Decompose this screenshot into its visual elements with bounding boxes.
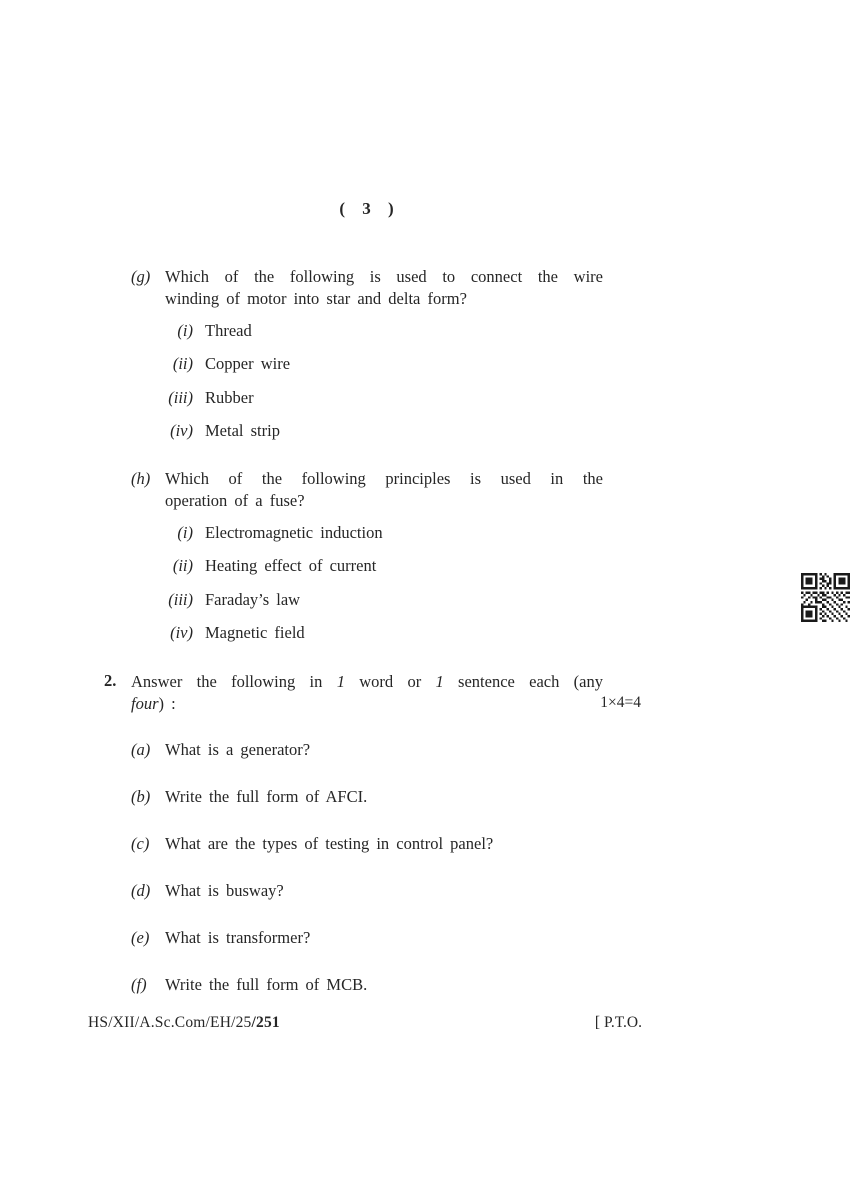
option-row-g-iv (131, 421, 280, 441)
question-2-italic-one: 1 (435, 672, 444, 691)
option-number: (ii) (172, 354, 193, 373)
subquestion-text: What is busway? (165, 881, 284, 900)
option-number: (iv) (170, 421, 193, 440)
subquestion-text: What are the types of testing in control panel? (165, 834, 494, 853)
question-h-text (165, 468, 603, 511)
paper-code (88, 1014, 280, 1032)
option-row-h-iv (131, 623, 305, 643)
subquestion-text: Write the full form of MCB. (165, 975, 368, 994)
qr-code-icon (801, 573, 850, 622)
subquestion-text: Write the full form of AFCI. (165, 787, 368, 806)
subquestion-label: (d) (131, 881, 151, 900)
option-number: (i) (177, 321, 193, 340)
subquestion-f (131, 975, 367, 995)
page-number: ( 3 ) (339, 199, 397, 218)
option-number: (ii) (172, 556, 193, 575)
option-row-h-ii (131, 556, 376, 576)
subquestion-a (131, 740, 310, 760)
subquestion-text: What is a generator? (165, 740, 311, 759)
paper-code-text: HS/XII/A.Sc.Com/EH/25 (88, 1014, 252, 1031)
option-row-g-i (131, 321, 252, 341)
paper-code-number: /251 (251, 1014, 280, 1031)
question-2-text-part: word or (344, 672, 436, 691)
pto-note: [ P.T.O. (594, 1014, 642, 1031)
question-2-text-part: ) : (158, 693, 176, 713)
subquestion-label: (f) (131, 975, 147, 994)
option-text: Metal strip (205, 421, 280, 440)
option-text: Electromagnetic induction (205, 523, 383, 542)
option-row-h-iii (131, 590, 300, 610)
subquestion-c (131, 834, 493, 854)
option-text: Heating effect of current (205, 556, 377, 575)
question-h-line2: operation of a fuse? (165, 490, 305, 510)
option-text: Copper wire (205, 354, 291, 373)
subquestion-text: What is transformer? (165, 928, 311, 947)
option-row-h-i (131, 523, 383, 543)
option-row-g-ii (131, 354, 290, 374)
option-text: Thread (205, 321, 252, 340)
question-g-text (165, 266, 603, 309)
subquestion-label: (b) (131, 787, 151, 806)
subquestion-d (131, 881, 284, 901)
question-h-line1: Which of the following principles is used in the (165, 469, 603, 488)
option-text: Faraday’s law (205, 590, 301, 609)
option-text: Magnetic field (205, 623, 305, 642)
question-g-line1: Which of the following is used to connect the wire (165, 267, 603, 286)
question-2-text-part: Answer the following in (131, 672, 337, 691)
question-2-text-part: sentence each (any (443, 672, 603, 691)
option-row-g-iii (131, 388, 254, 408)
option-number: (iv) (170, 623, 193, 642)
question-2-text (131, 671, 603, 714)
option-text: Rubber (205, 388, 254, 407)
question-2-italic-four: four (131, 693, 159, 713)
subquestion-label: (e) (131, 928, 150, 947)
question-2-number: 2. (104, 671, 117, 690)
question-h-label: (h) (131, 469, 151, 488)
question-g-line2: winding of motor into star and delta form? (165, 288, 467, 308)
subquestion-label: (a) (131, 740, 151, 759)
question-2-line2 (131, 693, 603, 715)
question-g-label: (g) (131, 267, 151, 286)
option-number: (i) (177, 523, 193, 542)
question-2-italic-one: 1 (336, 672, 345, 691)
option-number: (iii) (168, 388, 193, 407)
question-2-line1 (131, 671, 603, 693)
option-number: (iii) (168, 590, 193, 609)
subquestion-b (131, 787, 367, 807)
subquestion-e (131, 928, 310, 948)
subquestion-label: (c) (131, 834, 150, 853)
marks-allocation: 1×4=4 (600, 694, 641, 711)
